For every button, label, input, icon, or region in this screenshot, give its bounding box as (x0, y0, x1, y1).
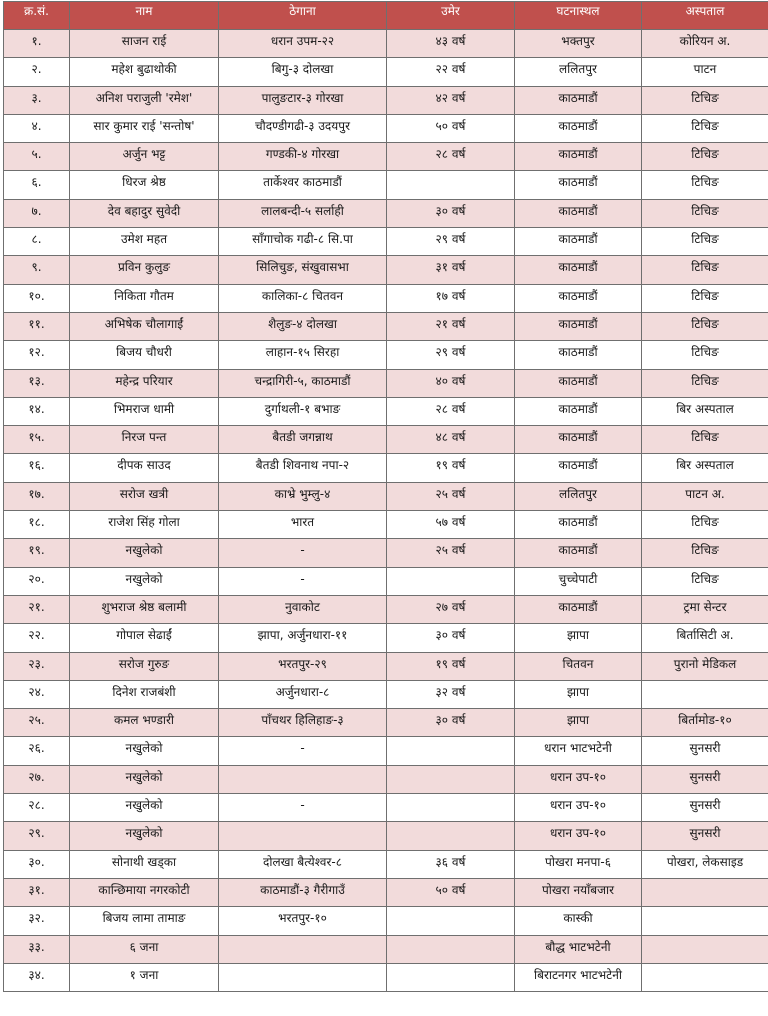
column-header-serial: क्र.सं. (4, 2, 70, 30)
cell-hospital: टिचिङ (642, 171, 768, 199)
cell-name: १ जना (70, 963, 219, 991)
table-row (4, 454, 768, 482)
cell-age (387, 765, 515, 793)
cell-hospital (642, 935, 768, 963)
table-row (4, 171, 768, 199)
cell-serial: १३. (4, 369, 70, 397)
cell-age: ५० वर्ष (387, 878, 515, 906)
cell-name: धिरज श्रेष्ठ (70, 171, 219, 199)
cell-incident-location: काठमाडौं (515, 199, 642, 227)
cell-age: २५ वर्ष (387, 539, 515, 567)
table-row (4, 878, 768, 906)
table-row (4, 426, 768, 454)
column-header-incident-location: घटनास्थल (515, 2, 642, 30)
cell-name: बिजय चौधरी (70, 341, 219, 369)
cell-hospital: टिचिङ (642, 284, 768, 312)
cell-serial: ४. (4, 114, 70, 142)
cell-name: नखुलेको (70, 822, 219, 850)
cell-address: पाँचथर हिलिहाङ-३ (219, 709, 387, 737)
cell-age (387, 567, 515, 595)
cell-address: चौदण्डीगढी-३ उदयपुर (219, 114, 387, 142)
cell-serial: १९. (4, 539, 70, 567)
cell-address (219, 822, 387, 850)
column-header-address: ठेगाना (219, 2, 387, 30)
cell-hospital: कोरियन अ. (642, 30, 768, 58)
cell-age: २८ वर्ष (387, 397, 515, 425)
cell-age: २८ वर्ष (387, 143, 515, 171)
cell-serial: ३. (4, 86, 70, 114)
table-row (4, 907, 768, 935)
cell-name: अभिषेक चौलागाईं (70, 312, 219, 340)
cell-address: सिलिचुङ, संखुवासभा (219, 256, 387, 284)
cell-hospital: ट्रमा सेन्टर (642, 595, 768, 623)
cell-hospital (642, 878, 768, 906)
cell-name: बिजय लामा तामाङ (70, 907, 219, 935)
table-row (4, 935, 768, 963)
cell-age: २५ वर्ष (387, 482, 515, 510)
cell-address: कालिका-८ चितवन (219, 284, 387, 312)
cell-incident-location: पोखरा नयाँबजार (515, 878, 642, 906)
cell-address: भारत (219, 511, 387, 539)
cell-age: ३० वर्ष (387, 199, 515, 227)
cell-hospital: पुरानो मेडिकल (642, 652, 768, 680)
cell-name: सार कुमार राई 'सन्तोष' (70, 114, 219, 142)
cell-age: २९ वर्ष (387, 228, 515, 256)
table-row (4, 228, 768, 256)
cell-serial: ८. (4, 228, 70, 256)
cell-hospital: बिर अस्पताल (642, 397, 768, 425)
cell-incident-location: काठमाडौं (515, 171, 642, 199)
cell-age (387, 822, 515, 850)
table-row (4, 284, 768, 312)
table-row (4, 709, 768, 737)
cell-incident-location: झापा (515, 680, 642, 708)
table-row (4, 312, 768, 340)
cell-address: बैतडी जगन्नाथ (219, 426, 387, 454)
cell-address: धरान उपम-२२ (219, 30, 387, 58)
cell-name: निरज पन्त (70, 426, 219, 454)
cell-hospital: बिर्तासिटी अ. (642, 624, 768, 652)
cell-hospital (642, 680, 768, 708)
cell-incident-location: कास्की (515, 907, 642, 935)
cell-age: ४२ वर्ष (387, 86, 515, 114)
cell-address: - (219, 539, 387, 567)
cell-hospital: पाटन (642, 58, 768, 86)
cell-name: अनिश पराजुली 'रमेश' (70, 86, 219, 114)
cell-age: १९ वर्ष (387, 652, 515, 680)
column-header-age: उमेर (387, 2, 515, 30)
cell-hospital: टिचिङ (642, 426, 768, 454)
cell-serial: २७. (4, 765, 70, 793)
cell-age (387, 907, 515, 935)
cell-hospital: सुनसरी (642, 794, 768, 822)
cell-address: भरतपुर-१० (219, 907, 387, 935)
cell-serial: ३४. (4, 963, 70, 991)
cell-address: - (219, 737, 387, 765)
cell-hospital: टिचिङ (642, 199, 768, 227)
cell-name: सरोज खत्री (70, 482, 219, 510)
cell-incident-location: पोखरा मनपा-६ (515, 850, 642, 878)
cell-hospital: टिचिङ (642, 312, 768, 340)
cell-address: गण्डकी-४ गोरखा (219, 143, 387, 171)
cell-serial: ६. (4, 171, 70, 199)
cell-incident-location: काठमाडौं (515, 284, 642, 312)
cell-name: दिनेश राजबंशी (70, 680, 219, 708)
cell-age: १७ वर्ष (387, 284, 515, 312)
table-row (4, 143, 768, 171)
cell-hospital: टिचिङ (642, 511, 768, 539)
cell-name: सोनाथी खड्का (70, 850, 219, 878)
cell-address: बैतडी शिवनाथ नपा-२ (219, 454, 387, 482)
cell-serial: ३२. (4, 907, 70, 935)
cell-hospital: टिचिङ (642, 341, 768, 369)
table-row (4, 482, 768, 510)
table-row (4, 369, 768, 397)
cell-age: ३१ वर्ष (387, 256, 515, 284)
cell-name: नखुलेको (70, 794, 219, 822)
cell-age: २९ वर्ष (387, 341, 515, 369)
cell-serial: १८. (4, 511, 70, 539)
cell-incident-location: काठमाडौं (515, 511, 642, 539)
cell-age: ४८ वर्ष (387, 426, 515, 454)
cell-name: साजन राई (70, 30, 219, 58)
column-header-name: नाम (70, 2, 219, 30)
cell-age: ५७ वर्ष (387, 511, 515, 539)
cell-name: नखुलेको (70, 539, 219, 567)
cell-incident-location: ललितपुर (515, 58, 642, 86)
cell-hospital: बिर अस्पताल (642, 454, 768, 482)
table-row (4, 963, 768, 991)
cell-incident-location: काठमाडौं (515, 256, 642, 284)
cell-incident-location: काठमाडौं (515, 341, 642, 369)
cell-address (219, 963, 387, 991)
cell-serial: ९. (4, 256, 70, 284)
cell-age (387, 963, 515, 991)
cell-serial: १५. (4, 426, 70, 454)
cell-name: भिमराज धामी (70, 397, 219, 425)
cell-incident-location: काठमाडौं (515, 228, 642, 256)
cell-address: लालबन्दी-५ सर्लाही (219, 199, 387, 227)
cell-name: उमेश महत (70, 228, 219, 256)
cell-serial: ३३. (4, 935, 70, 963)
cell-serial: २६. (4, 737, 70, 765)
cell-serial: २५. (4, 709, 70, 737)
cell-name: नखुलेको (70, 567, 219, 595)
cell-name: अर्जुन भट्ट (70, 143, 219, 171)
cell-age (387, 737, 515, 765)
cell-name: देव बहादुर सुवेदी (70, 199, 219, 227)
cell-address: लाहान-१५ सिरहा (219, 341, 387, 369)
cell-address: - (219, 794, 387, 822)
cell-serial: ३१. (4, 878, 70, 906)
cell-incident-location: काठमाडौं (515, 595, 642, 623)
cell-incident-location: धरान उप-१० (515, 794, 642, 822)
cell-incident-location: काठमाडौं (515, 143, 642, 171)
cell-address: झापा, अर्जुनधारा-११ (219, 624, 387, 652)
cell-name: राजेश सिंह गोला (70, 511, 219, 539)
cell-incident-location: ललितपुर (515, 482, 642, 510)
table-row (4, 86, 768, 114)
cell-address: भरतपुर-२९ (219, 652, 387, 680)
cell-hospital: बिर्तामोड-१० (642, 709, 768, 737)
cell-incident-location: झापा (515, 709, 642, 737)
cell-address: तार्केश्वर काठमाडौं (219, 171, 387, 199)
casualty-table (3, 1, 768, 992)
cell-incident-location: काठमाडौं (515, 426, 642, 454)
cell-hospital: सुनसरी (642, 822, 768, 850)
cell-address: शैलुङ-४ दोलखा (219, 312, 387, 340)
cell-address (219, 935, 387, 963)
table-row (4, 680, 768, 708)
table-row (4, 567, 768, 595)
cell-hospital: टिचिङ (642, 256, 768, 284)
cell-hospital: टिचिङ (642, 567, 768, 595)
cell-name: दीपक साउद (70, 454, 219, 482)
cell-name: महेन्द्र परियार (70, 369, 219, 397)
cell-serial: २. (4, 58, 70, 86)
cell-age: ४३ वर्ष (387, 30, 515, 58)
cell-incident-location: झापा (515, 624, 642, 652)
table-row (4, 539, 768, 567)
cell-age: ४० वर्ष (387, 369, 515, 397)
cell-age (387, 935, 515, 963)
cell-address: अर्जुनधारा-८ (219, 680, 387, 708)
cell-name: गोपाल सेढाईं (70, 624, 219, 652)
cell-address: बिगु-३ दोलखा (219, 58, 387, 86)
table-row (4, 397, 768, 425)
cell-incident-location: धरान भाटभटेनी (515, 737, 642, 765)
cell-serial: २०. (4, 567, 70, 595)
table-row (4, 341, 768, 369)
cell-age: २७ वर्ष (387, 595, 515, 623)
cell-incident-location: काठमाडौं (515, 369, 642, 397)
table-row (4, 765, 768, 793)
cell-hospital: टिचिङ (642, 369, 768, 397)
cell-serial: ३०. (4, 850, 70, 878)
cell-incident-location: धरान उप-१० (515, 822, 642, 850)
cell-incident-location: काठमाडौं (515, 114, 642, 142)
cell-serial: १०. (4, 284, 70, 312)
table-row (4, 58, 768, 86)
cell-name: निकिता गौतम (70, 284, 219, 312)
cell-name: कमल भण्डारी (70, 709, 219, 737)
cell-serial: २२. (4, 624, 70, 652)
table-row (4, 652, 768, 680)
table-header (4, 2, 768, 30)
cell-incident-location: बिराटनगर भाटभटेनी (515, 963, 642, 991)
cell-incident-location: काठमाडौं (515, 86, 642, 114)
table-row (4, 624, 768, 652)
cell-serial: ५. (4, 143, 70, 171)
cell-hospital: टिचिङ (642, 114, 768, 142)
cell-age: १९ वर्ष (387, 454, 515, 482)
cell-serial: ११. (4, 312, 70, 340)
cell-address: साँगाचोक गढी-८ सि.पा (219, 228, 387, 256)
cell-serial: १. (4, 30, 70, 58)
cell-serial: २४. (4, 680, 70, 708)
cell-hospital: टिचिङ (642, 86, 768, 114)
cell-serial: १७. (4, 482, 70, 510)
cell-hospital: टिचिङ (642, 143, 768, 171)
table-row (4, 850, 768, 878)
cell-hospital (642, 963, 768, 991)
cell-incident-location: धरान उप-१० (515, 765, 642, 793)
cell-address: काठमाडौं-३ गैरीगाउँ (219, 878, 387, 906)
cell-hospital: सुनसरी (642, 737, 768, 765)
cell-serial: २१. (4, 595, 70, 623)
cell-age: ३० वर्ष (387, 624, 515, 652)
cell-incident-location: काठमाडौं (515, 312, 642, 340)
cell-name: शुभराज श्रेष्ठ बलामी (70, 595, 219, 623)
cell-hospital: पोखरा, लेकसाइड (642, 850, 768, 878)
table-row (4, 595, 768, 623)
cell-age: २१ वर्ष (387, 312, 515, 340)
cell-address: पालुङटार-३ गोरखा (219, 86, 387, 114)
table-row (4, 30, 768, 58)
cell-age: ३६ वर्ष (387, 850, 515, 878)
cell-incident-location: भक्तपुर (515, 30, 642, 58)
cell-name: नखुलेको (70, 765, 219, 793)
cell-incident-location: बौद्ध भाटभटेनी (515, 935, 642, 963)
cell-name: नखुलेको (70, 737, 219, 765)
table-body (4, 30, 768, 992)
cell-age (387, 171, 515, 199)
header-row (4, 2, 768, 30)
cell-address: दोलखा बैत्येश्वर-८ (219, 850, 387, 878)
cell-incident-location: काठमाडौं (515, 454, 642, 482)
cell-address: काभ्रे भुम्लु-४ (219, 482, 387, 510)
cell-name: महेश बुढाथोकी (70, 58, 219, 86)
table-row (4, 794, 768, 822)
cell-hospital (642, 907, 768, 935)
table-row (4, 737, 768, 765)
table-row (4, 199, 768, 227)
cell-incident-location: चितवन (515, 652, 642, 680)
cell-serial: १४. (4, 397, 70, 425)
cell-age: ५० वर्ष (387, 114, 515, 142)
cell-hospital: सुनसरी (642, 765, 768, 793)
cell-name: सरोज गुरुङ (70, 652, 219, 680)
cell-address: नुवाकोट (219, 595, 387, 623)
cell-age: २२ वर्ष (387, 58, 515, 86)
cell-incident-location: चुच्चेपाटी (515, 567, 642, 595)
table-row (4, 822, 768, 850)
cell-serial: १६. (4, 454, 70, 482)
cell-address (219, 765, 387, 793)
cell-address: दुर्गाथली-१ बभाङ (219, 397, 387, 425)
cell-serial: ७. (4, 199, 70, 227)
cell-age: ३२ वर्ष (387, 680, 515, 708)
cell-name: प्रविन कुलुङ (70, 256, 219, 284)
cell-hospital: पाटन अ. (642, 482, 768, 510)
cell-name: कान्छिमाया नगरकोटी (70, 878, 219, 906)
column-header-hospital: अस्पताल (642, 2, 768, 30)
cell-hospital: टिचिङ (642, 228, 768, 256)
table-row (4, 256, 768, 284)
cell-incident-location: काठमाडौं (515, 539, 642, 567)
cell-address: चन्द्रागिरी-५, काठमाडौं (219, 369, 387, 397)
table-row (4, 511, 768, 539)
cell-serial: १२. (4, 341, 70, 369)
cell-incident-location: काठमाडौं (515, 397, 642, 425)
cell-name: ६ जना (70, 935, 219, 963)
cell-serial: २८. (4, 794, 70, 822)
table-row (4, 114, 768, 142)
cell-address: - (219, 567, 387, 595)
cell-hospital: टिचिङ (642, 539, 768, 567)
cell-serial: २९. (4, 822, 70, 850)
cell-age (387, 794, 515, 822)
cell-age: ३० वर्ष (387, 709, 515, 737)
cell-serial: २३. (4, 652, 70, 680)
